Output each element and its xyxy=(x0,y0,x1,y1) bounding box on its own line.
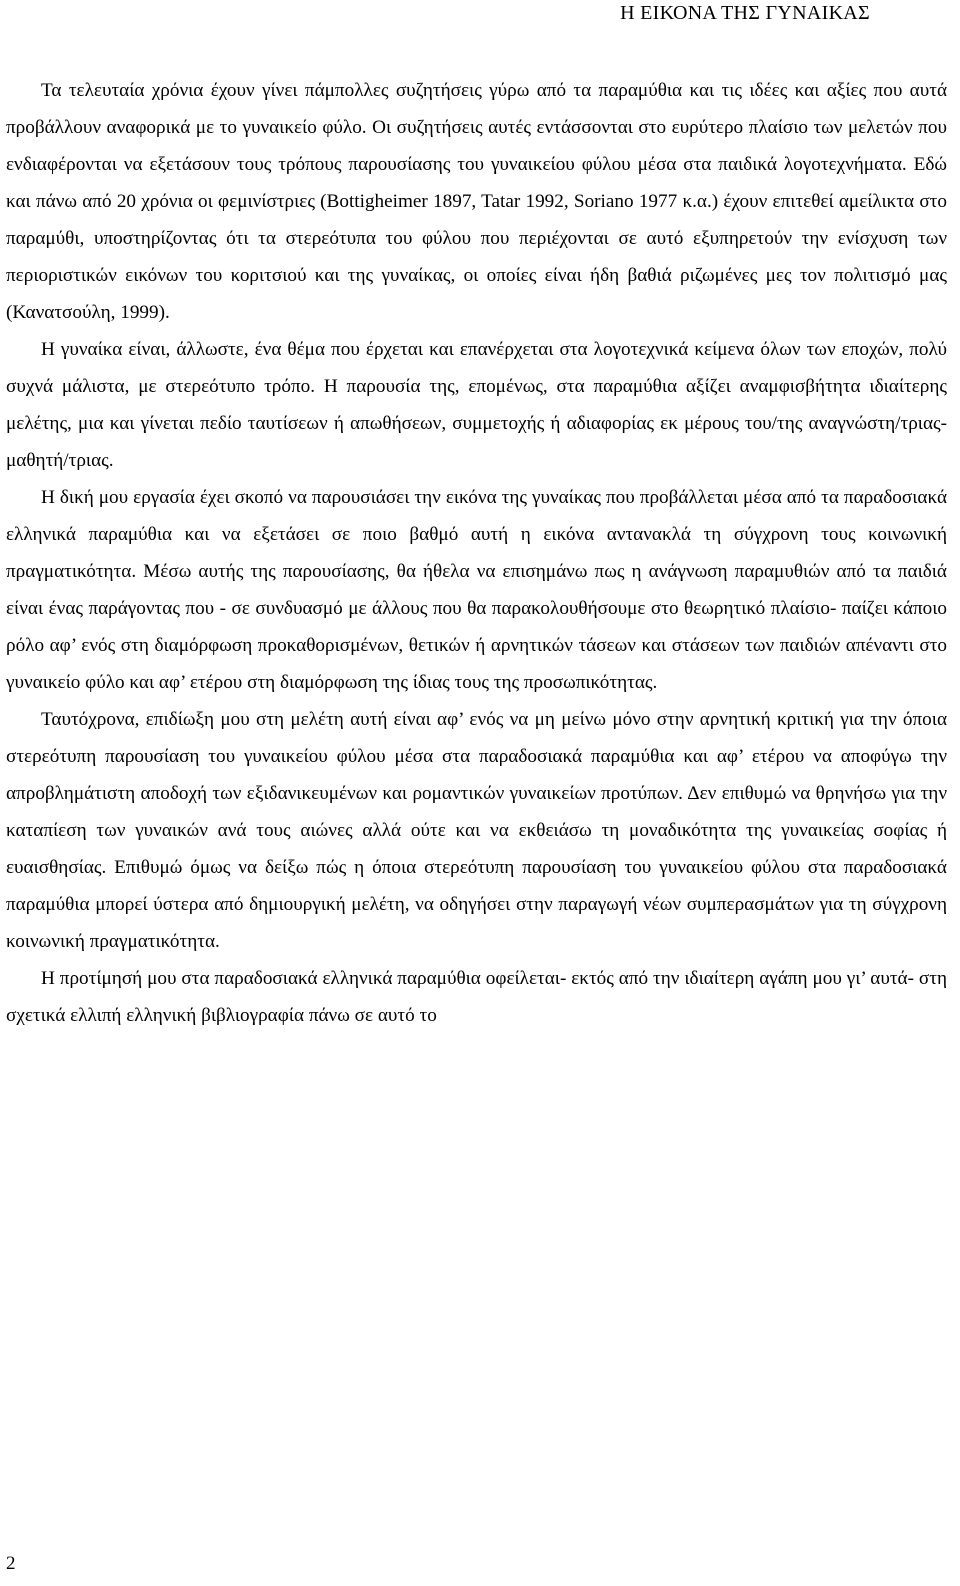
paragraph-1: Τα τελευταία χρόνια έχουν γίνει πάμπολλες συζητήσεις γύρω από τα παραμύθια και τις ιδέες και αξίες που αυτά προβάλλουν αναφορικά με το γυναικείο φύλο. Οι συζητήσεις αυτές εντάσσονται στο ευρύτερο πλαίσιο των μελετών που ενδιαφέρονται να εξετάσουν τους τρόπους παρουσίασης του γυναικείου φύλου μέσα στα παιδικά λογοτεχνήματα. Εδώ και πάνω από 20 χρόνια οι φεμινίστριες (Bottigheimer 1897, Tatar 1992, Soriano 1977 κ.α.) έχουν επιτεθεί αμείλικτα στο παραμύθι, υποστηρίζοντας ότι τα στερεότυπα του φύλου που περιέχονται σε αυτό εξυπηρετούν την ενίσχυση των περιοριστικών εικόνων του κοριτσιού και της γυναίκας, οι οποίες είναι ήδη βαθιά ριζωμένες μες τον πολιτισμό μας (Κανατσούλη, 1999). xyxy=(6,80,947,323)
paragraph-2: Η γυναίκα είναι, άλλωστε, ένα θέμα που έρχεται και επανέρχεται στα λογοτεχνικά κείμενα όλων των εποχών, πολύ συχνά μάλιστα, με στερεότυπο τρόπο. Η παρουσία της, επομένως, στα παραμύθια αξίζει αναμφισβήτητα ιδιαίτερης μελέτης, μια και γίνεται πεδίο ταυτίσεων ή απωθήσεων, συμμετοχής ή αδιαφορίας εκ μέρους του/της αναγνώστη/τριας-μαθητή/τριας. xyxy=(6,339,947,471)
paragraph-3: Η δική μου εργασία έχει σκοπό να παρουσιάσει την εικόνα της γυναίκας που προβάλλεται μέσα από τα παραδοσιακά ελληνικά παραμύθια και να εξετάσει σε ποιο βαθμό αυτή η εικόνα αντανακλά τη σύγχρονη τους κοινωνική πραγματικότητα. Μέσω αυτής της παρουσίασης, θα ήθελα να επισημάνω πως η ανάγνωση παραμυθιών από τα παιδιά είναι ένας παράγοντας που - σε συνδυασμό με άλλους που θα παρακολουθήσουμε στο θεωρητικό πλαίσιο- παίζει κάποιο ρόλο αφ’ ενός στη διαμόρφωση προκαθορισμένων, θετικών ή αρνητικών τάσεων και στάσεων των παιδιών απέναντι στο γυναικείο φύλο και αφ’ ετέρου στη διαμόρφωση της ίδιας τους της προσωπικότητας. xyxy=(6,487,947,693)
paragraph-4: Ταυτόχρονα, επιδίωξη μου στη μελέτη αυτή είναι αφ’ ενός να μη μείνω μόνο στην αρνητική κριτική για την όποια στερεότυπη παρουσίαση του γυναικείου φύλου μέσα στα παραδοσιακά παραμύθια και αφ’ ετέρου να αποφύγω την απροβλημάτιστη αποδοχή των εξιδανικευμένων και ρομαντικών γυναικείων προτύπων. Δεν επιθυμώ να θρηνήσω για την καταπίεση των γυναικών ανά τους αιώνες αλλά ούτε και να εκθειάσω τη μοναδικότητα της γυναικείας σοφίας ή ευαισθησίας. Επιθυμώ όμως να δείξω πώς η όποια στερεότυπη παρουσίαση του γυναικείου φύλου στα παραδοσιακά παραμύθια μπορεί ύστερα από δημιουργική μελέτη, να οδηγήσει στην παραγωγή νέων συμπερασμάτων για τη σύγχρονη κοινωνική πραγματικότητα. xyxy=(6,709,947,952)
running-header: Η ΕΙΚΟΝΑ ΤΗΣ ΓΥΝΑΙΚΑΣ xyxy=(620,2,870,24)
paragraph-5: Η προτίμησή μου στα παραδοσιακά ελληνικά παραμύθια οφείλεται- εκτός από την ιδιαίτερη αγάπη μου γι’ αυτά- στη σχετικά ελλιπή ελληνική βιβλιογραφία πάνω σε αυτό το xyxy=(6,968,947,1026)
document-body xyxy=(6,72,947,1034)
page-number: 2 xyxy=(6,1553,16,1574)
